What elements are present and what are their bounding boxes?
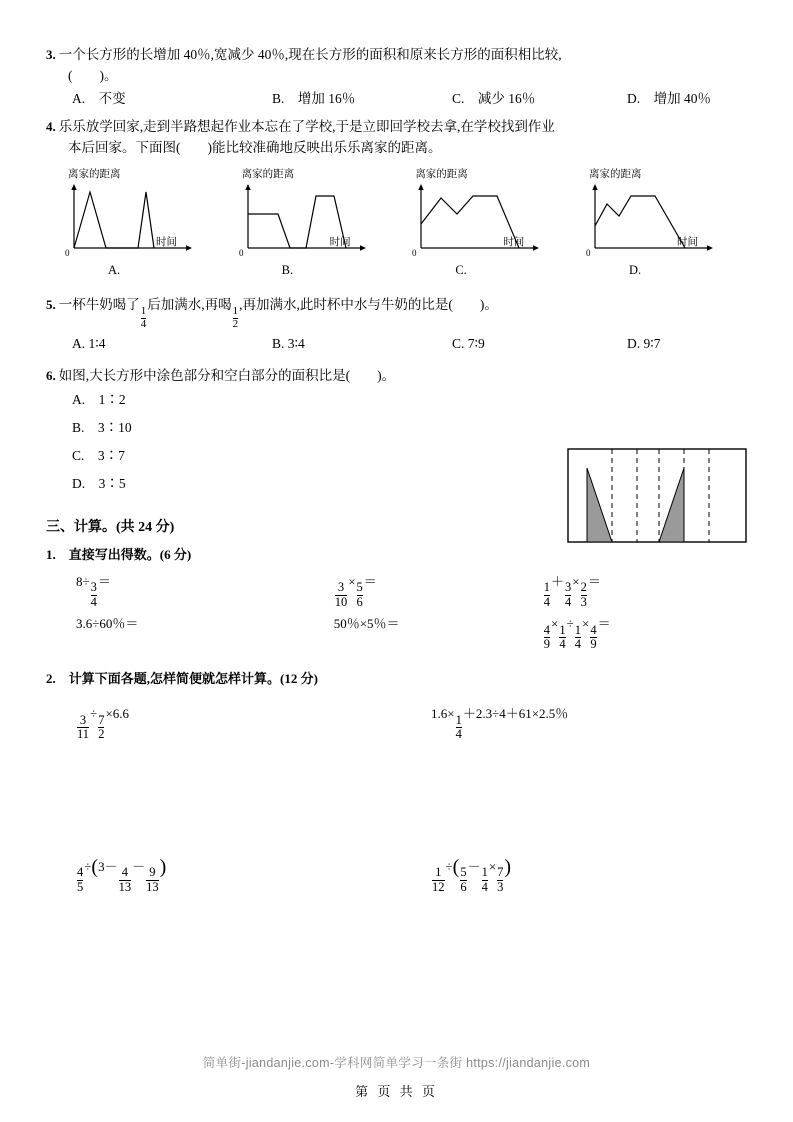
question-6-option-b[interactable]: B. 3∶10	[72, 419, 132, 435]
graph-option-a[interactable]	[60, 166, 220, 278]
question-3	[46, 44, 747, 110]
question-6-option-d[interactable]: D. 3∶5	[72, 475, 126, 491]
question-6-option-c[interactable]: C. 3∶7	[72, 447, 125, 463]
calc-item-2-2: 50％×5％＝	[333, 616, 400, 632]
calc-item-1-1: 8÷ $\frac{3}{4}$ ＝	[76, 573, 111, 609]
question-5-option-d[interactable]: D. 9∶7	[627, 335, 661, 351]
graph-c-x-label: 时间	[503, 237, 525, 248]
calc-item-1-2: $\frac{3}{10}$ × $\frac{5}{6}$ ＝	[334, 573, 377, 609]
section-3-sub1-label: 1. 直接写出得数。(6 分)	[46, 546, 192, 562]
fraction: $\frac{3}{4}$	[565, 580, 572, 609]
graph-b-caption: B.	[281, 263, 294, 277]
graph-c-y-label: 离家的距离	[415, 169, 468, 180]
question-5-text-prefix: 一杯牛奶喝了	[58, 297, 140, 312]
calc-item-2-3: $\frac{4}{9}$ × $\frac{1}{4}$ ÷ $\frac{1}{4}$ × $\frac{4}{9}$ ＝	[543, 616, 611, 652]
question-4-number: 4.	[46, 119, 56, 134]
watermark-text: 简单街-jiandanjie.com-学科网简单学习一条街 https://jiandanjie.com	[202, 1056, 591, 1070]
calc-row-1	[46, 567, 747, 610]
question-6-option-a[interactable]: A. 1∶2	[72, 391, 126, 407]
fraction: $\frac{4}{5}$	[77, 865, 84, 894]
graph-d-svg	[581, 182, 741, 262]
graph-a-y-label: 离家的距离	[68, 169, 121, 180]
fraction: $\frac{1}{4}$	[455, 712, 462, 742]
question-6-number: 6.	[46, 367, 56, 383]
graph-a-svg	[60, 182, 220, 262]
calc-item-1-3: $\frac{1}{4}$ ＋ $\frac{3}{4}$ × $\frac{2}{3}$ ＝	[543, 573, 601, 609]
question-5-option-b[interactable]: B. 3∶4	[272, 335, 305, 351]
graph-option-d[interactable]	[581, 166, 741, 278]
fraction: $\frac{1}{12}$	[432, 865, 445, 894]
question-3-options	[46, 88, 747, 110]
fraction: $\frac{3}{10}$	[334, 580, 348, 609]
svg-text:0: 0	[585, 248, 591, 258]
fraction: $\frac{3}{4}$	[90, 580, 97, 609]
svg-text:0: 0	[65, 248, 70, 258]
fraction: $\frac{9}{13}$	[146, 865, 159, 894]
question-5-text-suffix: ,再加满水,此时杯中水与牛奶的比是( )。	[239, 297, 498, 312]
graph-option-b[interactable]	[234, 166, 394, 278]
graph-a-caption: A.	[108, 263, 121, 277]
question-5-number: 5.	[46, 297, 56, 312]
fraction: $\frac{5}{6}$	[460, 865, 467, 894]
fraction: $\frac{4}{13}$	[118, 865, 132, 894]
question-3-text-a: 一个长方形的长增加 40％,宽减少 40％,现在长方形的面积和原来长方形的面积相比较,	[58, 47, 562, 62]
calc-item-2-1: 3.6÷60％＝	[76, 616, 139, 632]
question-6-text-a: 如图,大长方形中涂色部分和空白部分的面积比是( )。	[58, 367, 396, 383]
question-5-fraction-2: $\frac{1}{2}$	[232, 304, 239, 330]
section-3-sub2-label: 2. 计算下面各题,怎样简便就怎样计算。(12 分)	[46, 670, 318, 686]
question-4-graphs	[46, 158, 747, 278]
question-5	[46, 294, 747, 355]
question-3-number: 3.	[46, 47, 56, 62]
graph-option-c[interactable]	[407, 166, 567, 278]
question-5-option-c[interactable]: C. 7∶9	[452, 335, 485, 351]
question-6-figure-svg	[567, 448, 747, 543]
fraction: $\frac{1}{4}$	[481, 865, 488, 894]
svg-text:0: 0	[238, 248, 244, 258]
question-5-fraction-1: $\frac{1}{4}$	[140, 304, 147, 330]
graph-d-x-label: 时间	[676, 237, 698, 248]
question-3-option-b[interactable]: B. 增加 16％	[272, 91, 356, 106]
question-3-option-c[interactable]: C. 减少 16％	[452, 91, 536, 106]
calc-item-3-1: $\frac{3}{11}$ ÷ $\frac{7}{2}$ ×6.6	[77, 705, 130, 742]
question-6-figure	[567, 448, 747, 543]
graph-d-y-label: 离家的距离	[588, 169, 642, 180]
fraction: $\frac{5}{6}$	[356, 580, 363, 609]
fraction: $\frac{1}{4}$	[543, 580, 551, 609]
question-3-option-d[interactable]: D. 增加 40％	[627, 91, 711, 106]
fraction: $\frac{1}{4}$	[574, 622, 582, 652]
question-4-line2: 本后回家。下面图( )能比较准确地反映出乐乐离家的距离。	[68, 140, 442, 155]
page-footer	[0, 1053, 793, 1100]
graph-c-caption: C.	[455, 263, 467, 277]
question-4	[46, 116, 747, 278]
fraction: $\frac{3}{11}$	[77, 712, 90, 742]
question-6-line1	[46, 365, 747, 386]
answer-blank-space	[46, 742, 747, 850]
svg-text:0: 0	[412, 248, 417, 258]
fraction: $\frac{7}{3}$	[497, 865, 504, 894]
question-4-line1	[46, 116, 747, 137]
calc-row-2	[46, 609, 747, 652]
fraction: $\frac{2}{3}$	[580, 580, 587, 609]
question-3-option-a[interactable]: A. 不变	[72, 91, 126, 106]
graph-b-x-label: 时间	[329, 237, 351, 248]
fraction: $\frac{4}{9}$	[543, 622, 551, 652]
fraction: $\frac{4}{9}$	[590, 622, 597, 652]
calc-row-3	[46, 697, 747, 742]
question-5-options	[46, 333, 747, 355]
question-3-line2: ( )。	[68, 68, 118, 83]
question-4-text-a: 乐乐放学回家,走到半路想起作业本忘在了学校,于是立即回学校去拿,在学校找到作业	[58, 119, 555, 134]
fraction: $\frac{1}{4}$	[559, 622, 566, 652]
fraction: $\frac{7}{2}$	[98, 712, 105, 742]
question-5-option-a[interactable]: A. 1∶4	[72, 335, 106, 351]
page-number: 第 页 共 页	[355, 1084, 438, 1099]
graph-b-svg	[234, 182, 394, 262]
calc-row-4	[46, 850, 747, 895]
graph-c-svg	[407, 182, 567, 262]
calc-item-4-1: $\frac{4}{5}$ ÷(3－ $\frac{4}{13}$ － $\frac{9}{13}$ )	[77, 855, 167, 894]
graph-b-y-label: 离家的距离	[241, 169, 295, 180]
section-3-title: 三、计算。(共 24 分)	[46, 519, 175, 535]
calc-item-4-2: $\frac{1}{12}$ ÷( $\frac{5}{6}$ － $\frac{1}{4}$ × $\frac{7}{3}$ )	[432, 855, 512, 894]
question-5-line1	[46, 294, 747, 331]
calc-item-3-2: 1.6× $\frac{1}{4}$ ＋2.3÷4＋61×2.5％	[431, 705, 569, 742]
question-5-text-mid: 后加满水,再喝	[147, 297, 232, 312]
graph-a-x-label: 时间	[156, 237, 177, 248]
question-3-line1	[46, 44, 747, 65]
graph-d-caption: D.	[628, 263, 642, 277]
